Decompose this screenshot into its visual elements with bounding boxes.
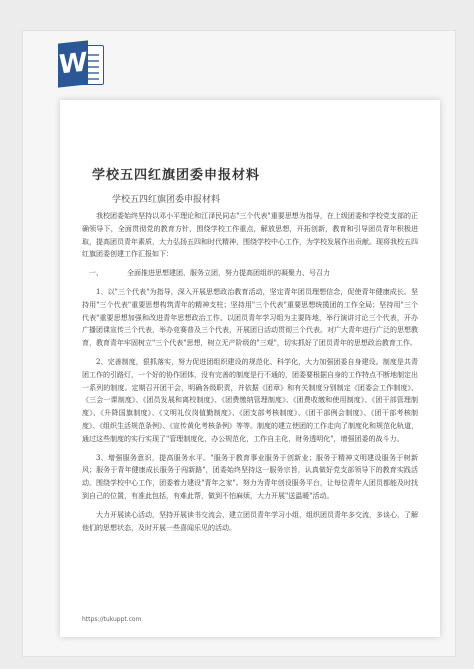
document-subtitle: 学校五四红旗团委申报材料 xyxy=(112,195,221,205)
site-url: https://tukuppt.com xyxy=(82,616,142,623)
page-title: 学校五四红旗团委申报材料 xyxy=(92,168,261,183)
section-title: 全面推进思想建团，服务立团，努力提高团组织的凝聚力、号召力 xyxy=(127,269,330,278)
item-paragraph-1: 1、以"三个代表"为指导，深入开展思想政治教育活动，坚定青年团员理想信念，促使青年健康成长。坚持用"三个代表"重要思想构筑青年的精神支柱；坚持用"三个代表"重要思想统揽团的工作全局；坚持用"三个代表"重要思想加强和改进青年思想政治工作。以团员青年学习组为主要阵地，举行演讲讨论三个代表，开办广播团课宣传三个代表，举办竞赛普及三个代表，开展团日活动贯彻三个代表。对广大青年进行广泛的思想教育，教育青年牢固树立"三个代表"思想，树立无产阶级的"三观"，切实抓好了团员青年的思想政治教育工作。 xyxy=(82,287,418,348)
item-paragraph-2: 2、完善制度，狠抓落实，努力促进团组织建设的规范化、科学化，大力加强团委自身建设。制度是共青团工作的引路灯，一个好的协作团体，没有完善的制度是行不通的，团委要根据自身的工作特点不断地制定出一系列的制度。定期召开团干会，明确各级职责，并依据《团章》和有关制度分别制定《团委会工作制度》、《三会一课制度》、《团员发展和离校制度》、《团费缴纳管理制度》、《团费收缴和使用制度》、《团干部管理制度》、《升降国旗制度》、《文明礼仪岗值勤制度》、《团支部考核制度》、《团干部例会制度》、《团干部考核制度》、《组织生活规范条例》、《宣传黄化考核条例》等等。制度的建立使团的工作走向了制度化和规范化轨道，通过这些制度的实行实现了"管理制度化，办公规范化，工作自主化，财务透明化"，增强团委的战斗力。 xyxy=(82,357,418,443)
document-body xyxy=(82,210,418,538)
word-w-icon: W xyxy=(58,40,88,87)
word-document-icon xyxy=(58,42,104,86)
section-heading xyxy=(82,267,418,280)
document-page xyxy=(60,100,440,637)
item-paragraph-3: 3、增强服务意识，提高服务水平。"服务于教育事业服务于创新业；服务于精神文明建设服务于树新风；服务于青年健康成长服务于闯新路"，团委始终坚持这一服务宗旨，认真做好党支部领导下的教育实践活动。围绕学校中心工作，团委着力建设"青年之家"。努力为青年创设服务平台，让每位青年人团员都能及时找到自己的位置，有准此包括，有难此帮，做到不怕麻烦，大力开展"送温暖"活动。 xyxy=(82,453,418,500)
closing-paragraph: 大力开展读心活动，坚持开展读书交流会，建立团员青年学习小组，组织团员青年多交流，多谈心，了解他们的思想状态，及时开展一些喜闻乐见的活动。 xyxy=(82,510,418,532)
section-number: 一、 xyxy=(89,269,103,278)
intro-paragraph: 我校团委始终坚持以邓小平理论和江泽民同志"三个代表"重要思想为指导，在上级团委和学校党支部的正确领导下，全面贯彻党的教育方针，围绕学校工作重点，解放思想，开拓创新，教育和引导团员青年积极进取，提高团员青年素质，大力弘扬五四和时代精神，围绕学校中心工作，为学校发展作出贡献。现将我校五四红旗团委创建工作汇报如下： xyxy=(82,212,418,259)
